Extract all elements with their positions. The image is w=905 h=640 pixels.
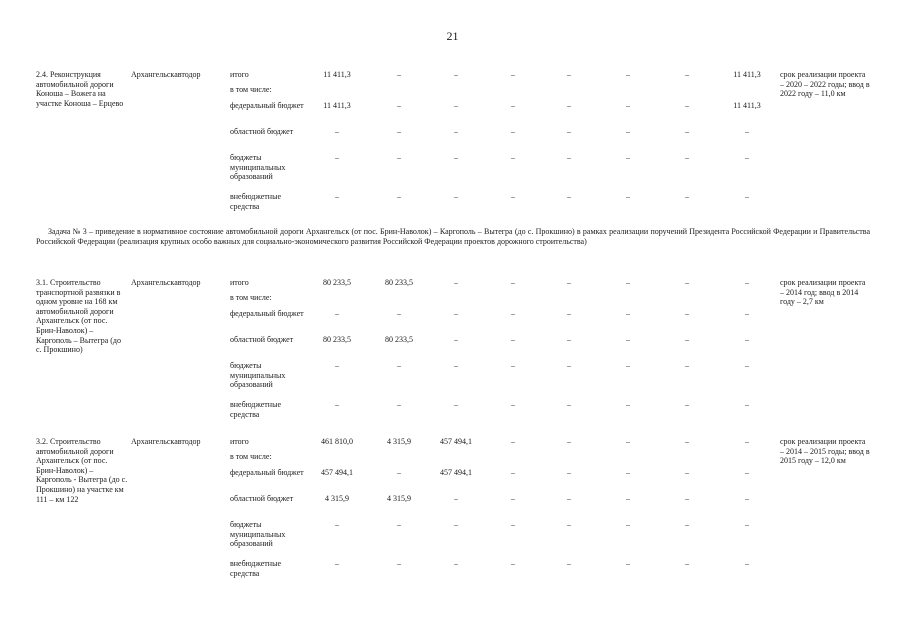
funding-value: – xyxy=(685,468,689,477)
funding-value: – xyxy=(567,468,571,477)
project-name: 2.4. Реконструкция автомобильной дороги Коноша – Вожега на участке Коноша – Ерцево xyxy=(36,70,124,108)
funding-value: – xyxy=(745,278,749,287)
funding-value: – xyxy=(567,70,571,79)
page-number: 21 xyxy=(446,29,459,43)
funding-value: – xyxy=(511,335,515,344)
project-organization: Архангельскавтодор xyxy=(131,278,201,287)
funding-value: – xyxy=(685,494,689,503)
funding-value: – xyxy=(454,153,458,162)
funding-source-label: бюджеты муниципальных образований xyxy=(230,153,286,182)
funding-value: – xyxy=(685,400,689,409)
funding-value: – xyxy=(567,559,571,568)
funding-value: – xyxy=(511,127,515,136)
funding-value: – xyxy=(397,127,401,136)
funding-value: – xyxy=(511,559,515,568)
funding-value: – xyxy=(335,309,339,318)
funding-value: – xyxy=(511,153,515,162)
funding-value: – xyxy=(567,361,571,370)
funding-value: – xyxy=(626,70,630,79)
funding-value: – xyxy=(511,192,515,201)
funding-value: – xyxy=(335,127,339,136)
funding-value: – xyxy=(397,468,401,477)
funding-value: – xyxy=(454,494,458,503)
funding-value: – xyxy=(626,278,630,287)
funding-value: 4 315,9 xyxy=(325,494,349,503)
funding-value: 80 233,5 xyxy=(323,278,351,287)
funding-value: – xyxy=(511,70,515,79)
funding-value: – xyxy=(335,192,339,201)
funding-value: – xyxy=(335,400,339,409)
funding-value: – xyxy=(745,494,749,503)
funding-value: – xyxy=(626,153,630,162)
funding-value: – xyxy=(626,361,630,370)
funding-value: – xyxy=(397,520,401,529)
funding-value: – xyxy=(745,309,749,318)
funding-value: 457 494,1 xyxy=(440,437,472,446)
funding-value: – xyxy=(454,520,458,529)
funding-value: – xyxy=(397,70,401,79)
funding-value: – xyxy=(626,309,630,318)
funding-value: – xyxy=(745,335,749,344)
funding-source-label: итого xyxy=(230,278,249,287)
funding-value: – xyxy=(626,520,630,529)
funding-source-label: областной бюджет xyxy=(230,127,294,136)
funding-value: – xyxy=(511,520,515,529)
funding-value: – xyxy=(397,309,401,318)
funding-value: – xyxy=(685,127,689,136)
funding-value: – xyxy=(454,278,458,287)
funding-value: – xyxy=(745,559,749,568)
funding-value: – xyxy=(397,192,401,201)
funding-value: – xyxy=(626,192,630,201)
funding-source-label: федеральный бюджет xyxy=(230,309,304,318)
funding-value: – xyxy=(511,101,515,110)
funding-value: – xyxy=(511,437,515,446)
funding-value: – xyxy=(685,559,689,568)
funding-value: – xyxy=(335,153,339,162)
funding-value: 11 411,3 xyxy=(733,70,761,79)
funding-source-label: внебюджетные средства xyxy=(230,192,281,211)
funding-value: – xyxy=(745,361,749,370)
funding-value: – xyxy=(511,278,515,287)
funding-value: 80 233,5 xyxy=(385,278,413,287)
funding-value: 11 411,3 xyxy=(733,101,761,110)
funding-source-label: в том числе: xyxy=(230,85,272,94)
funding-value: – xyxy=(745,192,749,201)
funding-value: – xyxy=(511,400,515,409)
funding-value: – xyxy=(454,400,458,409)
funding-value: – xyxy=(626,400,630,409)
funding-value: – xyxy=(567,309,571,318)
funding-value: – xyxy=(685,278,689,287)
funding-value: – xyxy=(567,127,571,136)
funding-value: – xyxy=(511,494,515,503)
funding-value: – xyxy=(397,361,401,370)
funding-value: – xyxy=(511,468,515,477)
funding-value: 4 315,9 xyxy=(387,437,411,446)
funding-source-label: внебюджетные средства xyxy=(230,400,281,419)
funding-value: – xyxy=(335,520,339,529)
funding-value: – xyxy=(454,127,458,136)
funding-value: – xyxy=(454,309,458,318)
funding-value: 80 233,5 xyxy=(385,335,413,344)
funding-value: – xyxy=(685,192,689,201)
funding-value: – xyxy=(567,437,571,446)
funding-value: 11 411,3 xyxy=(323,70,351,79)
funding-value: – xyxy=(685,101,689,110)
project-note: срок реализации проекта – 2014 – 2015 годы; ввод в 2015 году – 12,0 км xyxy=(780,437,870,466)
funding-source-label: бюджеты муниципальных образований xyxy=(230,520,286,549)
funding-value: – xyxy=(626,127,630,136)
funding-value: – xyxy=(626,468,630,477)
funding-value: – xyxy=(745,437,749,446)
funding-value: – xyxy=(454,192,458,201)
funding-value: – xyxy=(685,361,689,370)
funding-value: 11 411,3 xyxy=(323,101,351,110)
funding-value: – xyxy=(626,335,630,344)
project-note: срок реализации проекта – 2020 – 2022 годы; ввод в 2022 году – 11,0 км xyxy=(780,70,870,99)
funding-value: – xyxy=(685,520,689,529)
funding-value: – xyxy=(397,559,401,568)
project-organization: Архангельскавтодор xyxy=(131,437,201,446)
funding-value: – xyxy=(626,437,630,446)
funding-source-label: итого xyxy=(230,70,249,79)
funding-value: – xyxy=(567,278,571,287)
funding-value: – xyxy=(567,101,571,110)
funding-value: – xyxy=(685,153,689,162)
funding-source-label: итого xyxy=(230,437,249,446)
funding-value: – xyxy=(567,153,571,162)
funding-value: 80 233,5 xyxy=(323,335,351,344)
funding-value: 457 494,1 xyxy=(321,468,353,477)
project-note: срок реализации проекта – 2014 год; ввод в 2014 году – 2,7 км xyxy=(780,278,866,307)
funding-source-label: областной бюджет xyxy=(230,494,294,503)
task-3-heading: Задача № 3 – приведение в нормативное состояние автомобильной дороги Архангельск (от пос. Брин-Наволок) – Каргополь – Вытегра (до с. Прокшино) в рамках реализации поручений Президента Российской Федерации и Правительства Российской Федерации (реализация крупных особо важных для социально-экономического развития Российской Федерации проектов дорожного строительства) xyxy=(36,227,870,246)
funding-value: 461 810,0 xyxy=(321,437,353,446)
funding-value: – xyxy=(397,101,401,110)
funding-value: – xyxy=(567,335,571,344)
funding-value: – xyxy=(454,559,458,568)
funding-value: – xyxy=(626,494,630,503)
funding-source-label: областной бюджет xyxy=(230,335,294,344)
funding-source-label: федеральный бюджет xyxy=(230,468,304,477)
funding-value: – xyxy=(397,400,401,409)
funding-value: – xyxy=(745,400,749,409)
funding-value: – xyxy=(454,70,458,79)
funding-value: – xyxy=(567,494,571,503)
funding-source-label: бюджеты муниципальных образований xyxy=(230,361,286,390)
funding-value: – xyxy=(335,559,339,568)
funding-value: – xyxy=(685,309,689,318)
funding-value: – xyxy=(685,437,689,446)
funding-value: 457 494,1 xyxy=(440,468,472,477)
funding-value: – xyxy=(567,520,571,529)
funding-value: – xyxy=(626,101,630,110)
funding-value: – xyxy=(745,127,749,136)
project-name: 3.2. Строительство автомобильной дороги Архангельск (от пос. Брин-Наволок) – Каргополь - Вытегра (до с. Прокшино) на участке км 111 – км 122 xyxy=(36,437,128,504)
funding-value: 4 315,9 xyxy=(387,494,411,503)
funding-value: – xyxy=(626,559,630,568)
funding-value: – xyxy=(685,70,689,79)
funding-value: – xyxy=(397,153,401,162)
funding-value: – xyxy=(745,153,749,162)
funding-value: – xyxy=(454,361,458,370)
funding-value: – xyxy=(454,335,458,344)
funding-value: – xyxy=(511,309,515,318)
funding-source-label: внебюджетные средства xyxy=(230,559,281,578)
funding-source-label: федеральный бюджет xyxy=(230,101,304,110)
funding-value: – xyxy=(685,335,689,344)
funding-value: – xyxy=(335,361,339,370)
funding-value: – xyxy=(567,192,571,201)
funding-source-label: в том числе: xyxy=(230,452,272,461)
funding-value: – xyxy=(567,400,571,409)
funding-value: – xyxy=(511,361,515,370)
funding-value: – xyxy=(745,468,749,477)
funding-value: – xyxy=(454,101,458,110)
funding-value: – xyxy=(745,520,749,529)
project-organization: Архангельскавтодор xyxy=(131,70,201,79)
funding-source-label: в том числе: xyxy=(230,293,272,302)
project-name: 3.1. Строительство транспортной развязки в одном уровне на 168 км автомобильной дороги Архангельск (от пос. Брин-Наволок) – Каргополь – Вытегра (до с. Прокшино) xyxy=(36,278,122,355)
